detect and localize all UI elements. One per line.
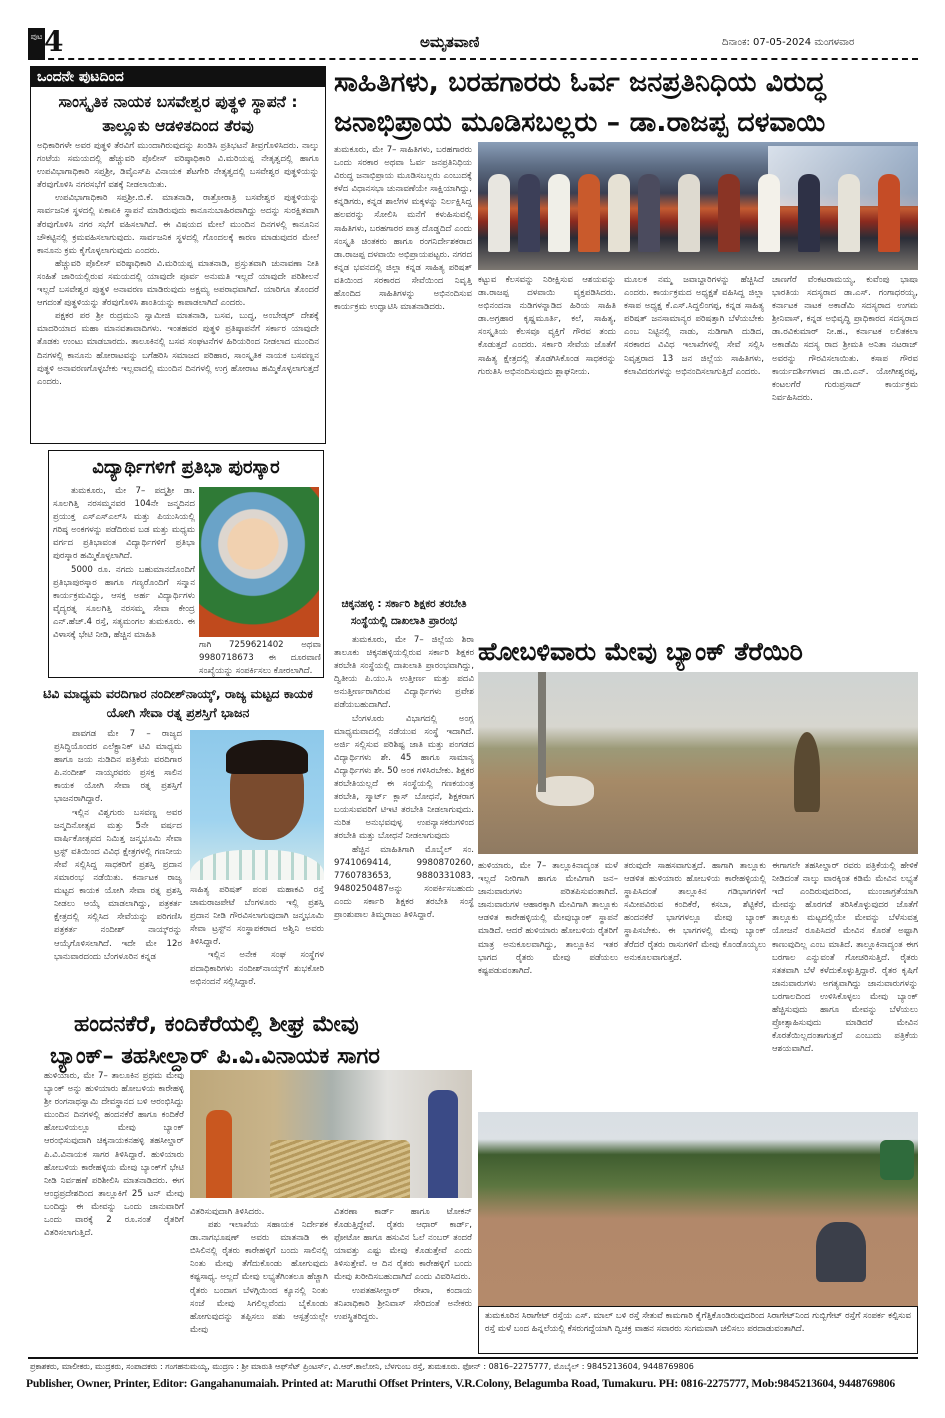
person-shape	[548, 174, 570, 252]
hobli-column-1: ಹುಳಿಯಾರು, ಮೇ 7– ತಾಲ್ಲೂಕಿನಾದ್ಯಂತ ಮಳೆ ಇಲ್ಲದೆ ನೀರಿಗಾಗಿ ಹಾಗೂ ಮೇವಿಗಾಗಿ ಜನ–ಜಾನುವಾರುಗಳು ಪರಿತಪಿಸುವಂತಾಗಿದೆ. ಜಾನುವಾರುಗಳ ಆಹಾರಕ್ಕಾಗಿ ಮೇವಿಗಾಗಿ ತಾಲ್ಲೂಕು ಆಡಳಿತ ಕಾರೇಹಳ್ಳಿಯಲ್ಲಿ ಮೇವುಬ್ಯಾಂಕ್ ಸ್ಥಾಪನೆ ಮಾಡಿದೆ. ಆದರೆ ಹುಳಿಯಾರು ಹೋಬಳಿಯ ರೈತರಿಗೆ ಮಾತ್ರ ಅನುಕೂಲವಾಗಿದ್ದು, ತಾಲ್ಲೂಕಿನ ಇತರ ಭಾಗದ ರೈತರು ಮೇವು ಪಡೆಯಲು ಕಷ್ಟಪಡುವಂತಾಗಿದೆ.	[478, 861, 618, 976]
handanakere-headline-line-1: ಹಂದನಕೆರೆ, ಕಂದಿಕೆರೆಯಲ್ಲಿ ಶೀಘ್ರ ಮೇವು	[74, 1012, 359, 1037]
article-paragraph: ವಿತರಿಸುವುದಾಗಿ ತಿಳಿಸಿದರು.	[190, 1207, 265, 1217]
hobli-column-3: ಈಗಾಗಲೇ ತಹಸೀಲ್ದಾರ್ ರವರು ಪತ್ರಿಕೆಯಲ್ಲಿ ಹೇಳಿಕೆ ನೀಡಿದಂತೆ ನಾಲ್ಕು ವಾರಕ್ಕಿಂತ ಕಡಿಮೆ ಮೇವಿನ ಲಭ್ಯತೆ ಇದೆ ಎಂದಿರುವುದರಿಂದ, ಮುಂಜಾಗ್ರತೆಯಾಗಿ ಮೇವನ್ನು ಹೊರಗಡೆ ತರಿಸಿಕೊಳ್ಳುವುದರ ಜೊತೆಗೆ ತಾಲ್ಲೂಕು ಮಟ್ಟದಲ್ಲಿಯೇ ಮೇವನ್ನು ಬೆಳೆಸುವತ್ತ ಯೋಜನೆ ರೂಪಿಸಿದರೆ ಮೇವಿನ ಕೊರತೆ ಅಷ್ಟಾಗಿ ಕಾಣುವುದಿಲ್ಲ ಎಂಬ ಮಾತಿದೆ. ತಾಲ್ಲೂಕಿನಾದ್ಯಂತ ಈಗ ಬರಗಾಲ ಎನ್ನುವಂತೆ ಗೋಚರಿಸುತ್ತಿದೆ. ರೈತರು ಸತತವಾಗಿ ಬೆಳೆ ಕಳೆದುಕೊಳ್ಳುತ್ತಿದ್ದಾರೆ. ರೈತರ ಕೃಷಿಗೆ ಜಾನುವಾರುಗಳು ಅಗತ್ಯವಾಗಿದ್ದು ಜಾನುವಾರುಗಳನ್ನು ಬರಗಾಲದಿಂದ ಉಳಿಸಿಕೊಳ್ಳಲು ಮೇವು ಬ್ಯಾಂಕ್ ಹೆಚ್ಚಿಸುವುದು ಹಾಗೂ ಮೇವನ್ನು ಬೆಳೆಯಲು ಪ್ರೋತ್ಸಾಹಿಸುವುದು ಮಾಡಿದರೆ ಮೇವಿನ ಕೊರತೆಯಿಲ್ಲದಂತಾಗುತ್ತದೆ ಎಂಬುದು ಪತ್ರಿಕೆಯ ಆಶಯವಾಗಿದೆ.	[772, 861, 918, 1055]
person-shape	[578, 174, 600, 252]
article-paragraph: ಬೆಂಗಳೂರು ವಿಭಾಗದಲ್ಲಿ ಅಂಗ್ಲ ಮಾಧ್ಯಮವಾದಲ್ಲಿ ನಡೆಯುವ ಸಂಸ್ಥೆ ಇದಾಗಿದೆ. ಅರ್ಜಿ ಸಲ್ಲಿಸುವ ಪರಿಶಿಷ್ಟ ಜಾತಿ ಮತ್ತು ಪಂಗಡದ ವಿದ್ಯಾರ್ಥಿಗಳು ಶೇ. 45 ಹಾಗೂ ಸಾಮಾನ್ಯ ವಿದ್ಯಾರ್ಥಿಗಳು ಶೇ. 50 ಅಂಕ ಗಳಿಸಿರಬೇಕು. ಶಿಕ್ಷಕರ ತರಬೇತಿಯಲ್ಲದೆ ಈ ಸಂಸ್ಥೆಯಲ್ಲಿ ಗಣಕಯಂತ್ರ ತರಬೇತಿ, ಸ್ಮಾರ್ಟ್ ಕ್ಲಾಸ್ ಬೋಧನೆ, ಶಿಕ್ಷಕರಾಗ ಬಯಸುವವರಿಗೆ ಟಿಇಟಿ ತರಬೇತಿ ನೀಡಲಾಗುವುದು. ನುರಿತ ಅನುಭವವುಳ್ಳ ಉಪನ್ಯಾಸಕರುಗಳಿಂದ ತರಬೇತಿ ಮತ್ತು ಬೋಧನೆ ನೀಡಲಾಗುವುದು	[334, 713, 474, 842]
article-paragraph: ಹೆಚ್ಚಿನ ಮಾಹಿತಿಗಾಗಿ ಮೊಬೈಲ್ ಸಂ. 9741069414, 9980870260, 7760783653, 9880331083, 9480250487ಅನ್ನು ಸಂಪರ್ಕಿಸಬಹುದು ಎಂದು ಸರ್ಕಾರಿ ಶಿಕ್ಷಕರ ತರಬೇತಿ ಸಂಸ್ಥೆ ಪ್ರಾಂಶುಪಾಲ ತಿಮ್ಮರಾಜು ತಿಳಿಸಿದ್ದಾರೆ.	[334, 844, 474, 920]
person-shape	[518, 174, 540, 252]
newspaper-name: ಅಮೃತವಾಣಿ	[420, 33, 480, 51]
imprint-english: Publisher, Owner, Printer, Editor: Gangahanumaiah. Printed at: Maruthi Offset Printers, V.R.Colony, Belagumba Road, Tumakuru. PH: 0816-2275777, Mob:9845213604, 9448769806	[26, 1377, 895, 1390]
award-contact-text: ಗಾಗಿ 7259621402 ಅಥವಾ 9980718673 ಈ ದೂರವಾಣಿ ಸಂಖ್ಯೆಯನ್ನು ಸಂಪರ್ಕಿಸಲು ಕೋರಲಾಗಿದೆ.	[199, 640, 321, 677]
hay-bale-shape	[270, 1140, 410, 1198]
drought-field-cattle-photo	[478, 672, 918, 854]
page-label-small: ಪುಟ	[30, 32, 43, 41]
motorcycle-rider-shape	[816, 1222, 866, 1282]
person-shape	[608, 174, 630, 252]
imprint-kannada: ಪ್ರಕಾಶಕರು, ಮಾಲೀಕರು, ಮುದ್ರಕರು, ಸಂಪಾದಕರು : ಗಂಗಹನುಮಯ್ಯ, ಮುದ್ರಣ : ಶ್ರೀ ಮಾರುತಿ ಆಫ್‌ಸೆಟ್ ಪ್ರಿಂಟರ್ಸ್, ವಿ.ಆರ್.ಕಾಲೋನಿ, ಬೆಳಗುಂಬ ರಸ್ತೆ, ತುಮಕೂರು. ಫೋನ್ : 0816–2275777, ಮೊಬೈಲ್ : 9845213604, 9448769806	[30, 1362, 694, 1371]
page-label-badge	[28, 28, 45, 60]
hobli-headline: ಹೋಬಳಿವಾರು ಮೇವು ಬ್ಯಾಂಕ್ ತೆರೆಯಿರಿ	[478, 637, 803, 666]
hobli-column-2: ತರುವುದೇ ಸಾಹಸವಾಗುತ್ತದೆ. ಹಾಗಾಗಿ ತಾಲ್ಲೂಕು ಆಡಳಿತ ಹುಳಿಯಾರು ಹೋಬಳಿಯ ಕಾರೇಹಳ್ಳಿಯಲ್ಲಿ ಸ್ಥಾಪಿಸಿದಂತೆ ತಾಲ್ಲೂಕಿನ ಗಡಿಭಾಗಗಳಿಗೆ ಸಮೀಪವಿರುವ ಕಂದಿಕೆರೆ, ಕಸಬಾ, ಶೆಟ್ಟಿಕೆರೆ, ಹಂದನಕೆರೆ ಭಾಗಗಳಲ್ಲೂ ಮೇವು ಬ್ಯಾಂಕ್ ಸ್ಥಾಪಿಸಬೇಕು. ಈ ಭಾಗಗಳಲ್ಲಿ ಮೇವು ಬ್ಯಾಂಕ್ ತೆರೆದರೆ ರೈತರು ರಾಸುಗಳಿಗೆ ಮೇವು ಕೊಂಡೊಯ್ಯಲು ಅನುಕೂಲವಾಗುತ್ತದೆ.	[624, 861, 766, 963]
article-paragraph: ಪಾವಗಡ ಮೇ 7 – ರಾಜ್ಯದ ಪ್ರಸಿದ್ಧಿಯೊಂದರ ಎಲೆಕ್ಟ್ರಾನಿಕ್ ಟಿವಿ ಮಾಧ್ಯಮ ಹಾಗೂ ಜಯ ನುಡಿದಿನ ಪತ್ರಿಕೆಯ ವರದಿಗಾರ ಪಿ.ನಂದೀಶ್ ನಾಯ್ಕರವರು ಪ್ರಸಕ್ತ ಸಾಲಿನ ಕಾಯಕ ಯೋಗಿ ಸೇವಾ ರತ್ನ ಪ್ರಶಸ್ತಿಗೆ ಭಾಜನರಾಗಿದ್ದಾರೆ.	[54, 729, 182, 805]
person-shape	[718, 174, 740, 252]
person-shape	[878, 174, 900, 252]
autorickshaw-shape	[880, 1140, 914, 1180]
training-institute-article	[334, 596, 474, 1026]
handanakere-column-1: ಹುಳಿಯಾರು, ಮೇ 7– ತಾಲೂಕಿನ ಪ್ರಥಮ ಮೇವು ಬ್ಯಾಂಕ್ ಅನ್ನು ಹುಳಿಯಾರು ಹೋಬಳಿಯ ಕಾರೇಹಳ್ಳಿ ಶ್ರೀ ರಂಗನಾಥಸ್ವಾಮಿ ದೇವಸ್ಥಾನದ ಬಳಿ ಆರಂಭಿಸಿದ್ದು ಮುಂದಿನ ದಿನಗಳಲ್ಲಿ ಹಂದನಕೆರೆ ಹಾಗೂ ಕಂದಿಕೆರೆ ಹೋಬಳಿಯಲ್ಲೂ ಮೇವು ಬ್ಯಾಂಕ್ ಆರಂಭಿಸುವುದಾಗಿ ಚಿಕ್ಕನಾಯಕನಹಳ್ಳಿ ತಹಸೀಲ್ದಾರ್ ಪಿ.ವಿ.ವಿನಾಯಕ ಸಾಗರ ತಿಳಿಸಿದ್ದಾರೆ. ಹುಳಿಯಾರು ಹೋಬಳಿಯ ಕಾರೇಹಳ್ಳಿಯ ಮೇವು ಬ್ಯಾಂಕ್‌ಗೆ ಭೇಟಿ ನೀಡಿ ನಿರ್ವಹಣೆ ಪರಿಶೀಲಿಸಿ ಮಾತನಾಡಿದರು. ಈಗ ಆಂಧ್ರಪ್ರದೇಶದಿಂದ ತಾಲ್ಲೂಕಿಗೆ 25 ಟನ್ ಮೇವು ಬಂದಿದ್ದು ಈ ಮೇವನ್ನು ಒಂದು ಜಾನುವಾರಿಗೆ ಒಂದು ವಾರಕ್ಕೆ 2 ರೂ.ನಂತೆ ರೈತರಿಗೆ ವಿತರಿಸಲಾಗುತ್ತಿದೆ.	[44, 1071, 184, 1239]
felicitation-event-photo	[478, 142, 918, 270]
tv-reporter-article	[30, 684, 326, 1000]
person-shape	[206, 1110, 232, 1198]
muddy-road-photo	[478, 1112, 918, 1306]
shirt-shape	[190, 850, 324, 880]
reporter-portrait-photo	[190, 730, 324, 880]
article-paragraph: ಪಕ್ಷಕರ ಪರ ಶ್ರೀ ರುದ್ರಮುನಿ ಸ್ವಾಮೀಜಿ ಮಾತನಾಡಿ, ಬಸವ, ಬುದ್ಧ, ಅಂಬೇಡ್ಕರ್ ದೇಶಕ್ಕೆ ಮಾದರಿಯಾದ ಮಹಾ ಮಾನವತಾವಾದಿಗಳು. ಇಂತಹವರ ಪುತ್ಥಳಿ ಪ್ರತಿಷ್ಠಾಪನೆಗೆ ಸರ್ಕಾರ ಯಾವುದೇ ತೊಡಕು ಉಂಟು ಮಾಡಬಾರದು. ತಾಲೂಕಿನಲ್ಲಿ ಬಸವ ಸಂಘಟನೆಗಳ ಹಿರಿಯರಿಂದ ನೀಡಲಾದ ಮುಂದಿನ ದಿನಗಳಲ್ಲಿ ಕಾನೂನು ಹೋರಾಟವನ್ನು ಬಗೆಹರಿಸಿ ಸಮಾಜದ ಪರಿಹಾರ, ಸಾಂಸ್ಕೃತಿಕ ನಾಯಕ ಬಸವಣ್ಣನ ಪುತ್ಥಳಿ ಅನಾವರಣಗೊಳ್ಳಬೇಕು ಇಲ್ಲವಾದಲ್ಲಿ ಮುಂದಿನ ದಿನಗಳಲ್ಲಿ ಉಗ್ರ ಹೋರಾಟ ಹಮ್ಮಿಕೊಳ್ಳಲಾಗುತ್ತದೆ ಎಂದರು.	[37, 311, 319, 387]
road-photo-caption: ತುಮಕೂರಿನ ಸಿರಾಗೇಟ್ ರಸ್ತೆಯ ಎಸ್. ಮಾಲ್ ಬಳಿ ರಸ್ತೆ ಸೇತುವೆ ಕಾಮಗಾರಿ ಕೈಗೆತ್ತಿಕೊಂಡಿರುವುದರಿಂದ ಸಿರಾಗೇಟ್‌ನಿಂದ ಗುಬ್ಬಿಗೇಟ್ ರಸ್ತೆಗೆ ಸಂಪರ್ಕ ಕಲ್ಪಿಸುವ ರಸ್ತೆ ಮಳೆ ಬಂದ ಹಿನ್ನಲೆಯಲ್ಲಿ ಕೆಸರುಗದ್ದೆಯಾಗಿ ದ್ವಿಚಕ್ರ ವಾಹನ ಸವಾರರು ಸುಗಮವಾಗಿ ಚಲಿಸಲು ಪರದಾಡುವಂತಾಗಿದೆ.	[478, 1306, 918, 1354]
lead-column-4: ಚಾಣಗೆರೆ ವೆಂಕಟರಾಮಯ್ಯ, ಕುವೆಂಪು ಭಾಷಾ ಭಾರತಿಯ ಸದಸ್ಯರಾದ ಡಾ.ಎಸ್. ಗಂಗಾಧರಯ್ಯ, ಕರ್ನಾಟಕ ನಾಟಕ ಅಕಾಡೆಮಿ ಸದಸ್ಯರಾದ ಉಗಮ ಶ್ರೀನಿವಾಸ್, ಕನ್ನಡ ಅಭಿವೃದ್ಧಿ ಪ್ರಾಧಿಕಾರದ ಸದಸ್ಯರಾದ ಡಾ.ರವಿಕುಮಾರ್ ನೀ.ಹ., ಕರ್ನಾಟಕ ಲಲಿತಕಲಾ ಅಕಾಡೆಮಿ ಸದಸ್ಯ ರಾದ ಶ್ರೀಮತಿ ಅನಿತಾ ನಟರಾಜ್ ಅವರನ್ನು ಗೌರವಿಸಲಾಯಿತು. ಕಸಾಪ ಗೌರವ ಕಾರ್ಯದರ್ಶಿಗಳಾದ ಡಾ.ಬಿ.ಎನ್. ಯೋಗೀಶ್ವರಪ್ಪ, ಕಂಟಲಗೆರೆ ಗುರುಪ್ರಸಾದ್ ಕಾರ್ಯಕ್ರಮ ನಿರ್ವಹಿಸಿದರು.	[772, 275, 918, 403]
article-paragraph: ಇಲ್ಲಿನ ವಿಶ್ವಗುರು ಬಸವಣ್ಣ ಅವರ ಜನ್ಮದಿನೋತ್ಸವ ಮತ್ತು 5ನೇ ವರ್ಷದ ವಾರ್ಷಿಕೋತ್ಸವದ ನಿಮಿತ್ತ ಜನ್ಮಭೂಮಿ ಸೇವಾ ಟ್ರಸ್ಟ್ ವತಿಯಿಂದ ವಿವಿಧ ಕ್ಷೇತ್ರಗಳಲ್ಲಿ ಗಣನೀಯ ಸೇವೆ ಸಲ್ಲಿಸಿದ್ದ ಸಾಧಕರಿಗೆ ಪ್ರಶಸ್ತಿ ಪ್ರದಾನ ಸಮಾರಂಭ ನಡೆಯಿತು. ಕರ್ನಾಟಕ ರಾಜ್ಯ ಮಟ್ಟದ ಕಾಯಕ ಯೋಗಿ ಸೇವಾ ರತ್ನ ಪ್ರಶಸ್ತಿ ನೀಡಲು ಆಯ್ಕೆ ಮಾಡಲಾಗಿದ್ದು, ಪತ್ರಕರ್ತ ಕ್ಷೇತ್ರದಲ್ಲಿ ಸಲ್ಲಿಸಿದ ಸೇವೆಯನ್ನು ಪರಿಗಣಿಸಿ ಪತ್ರಕರ್ತ ನಂದೀಶ್ ನಾಯ್ಕ್‌ರನ್ನು ಆಯ್ಕೆಗೊಳಿಸಲಾಗಿದೆ. ಇದೇ ಮೇ 12ರ ಭಾನುವಾರದಂದು ಬೆಂಗಳೂರಿನ ಕನ್ನಡ	[54, 807, 182, 962]
person-shape	[488, 174, 510, 252]
tv-reporter-headline: ಟಿವಿ ಮಾಧ್ಯಮ ವರದಿಗಾರ ನಂದೀಶ್‌ನಾಯ್ಕ್, ರಾಜ್ಯ ಮಟ್ಟದ ಕಾಯಕ ಯೋಗಿ ಸೇವಾ ರತ್ನ ಪ್ರಶಸ್ತಿಗೆ ಭಾಜನ	[43, 686, 313, 720]
article-paragraph: 5000 ರೂ. ನಗದು ಬಹುಮಾನದೊಂದಿಗೆ ಪ್ರತಿಭಾಪುರಸ್ಕಾರ ಹಾಗೂ ಗಣ್ಯರೊಂದಿಗೆ ಸನ್ಮಾನ ಕಾರ್ಯಕ್ರಮವಿದ್ದು, ಆಸಕ್ತ ಅರ್ಹ ವಿದ್ಯಾರ್ಥಿಗಳು ವೈದ್ಯರತ್ನ ಸೂಲಗಿತ್ತಿ ನರಸಮ್ಮ ಸೇವಾ ಕೇಂದ್ರ ಎನ್.ಹೆಚ್.4 ರಸ್ತೆ, ಸತ್ಯಮಂಗಲ ತುಮಕೂರು. ಈ ವಿಳಾಸಕ್ಕೆ ಭೇಟಿ ನೀಡಿ, ಹೆಚ್ಚಿನ ಮಾಹಿತಿ	[53, 564, 195, 641]
lead-column-3: ಮೂಲಕ ನಮ್ಮ ಜವಾಬ್ದಾರಿಗಳನ್ನು ಹೆಚ್ಚಿಸಿದೆ ಎಂದರು. ಕಾರ್ಯಕ್ರಮದ ಅಧ್ಯಕ್ಷತೆ ವಹಿಸಿದ್ದ ಜಿಲ್ಲಾ ಕಸಾಪ ಅಧ್ಯಕ್ಷ ಕೆ.ಎಸ್.ಸಿದ್ದಲಿಂಗಪ್ಪ, ಕನ್ನಡ ಸಾಹಿತ್ಯ ಪರಿಷತ್ ಜನಸಾಮಾನ್ಯರ ಪರಿಷತ್ತಾಗಿ ಬೆಳೆಯಬೇಕು ಎಂಬ ನಿಟ್ಟಿನಲ್ಲಿ ನಾಡು, ನುಡಿಗಾಗಿ ದುಡಿದ, ಸರಕಾರದ ವಿವಿಧ ಇಲಾಖೆಗಳಲ್ಲಿ ಸೇವೆ ಸಲ್ಲಿಸಿ ನಿವೃತ್ತರಾದ 13 ಜನ ಜಿಲ್ಲೆಯ ಸಾಹಿತಿಗಳು, ಕಲಾವಿದರುಗಳನ್ನು ಅಭಿನಂದಿಸಲಾಗುತ್ತಿದೆ ಎಂದರು.	[624, 275, 764, 377]
article-paragraph: ತುಮಕೂರು, ಮೇ 7– ಜಿಲ್ಲೆಯ ಶಿರಾ ತಾಲೂಕು ಚಿಕ್ಕನಹಳ್ಳಿಯಲ್ಲಿರುವ ಸರ್ಕಾರಿ ಶಿಕ್ಷಕರ ತರಬೇತಿ ಸಂಸ್ಥೆಯಲ್ಲಿ ದಾಖಲಾತಿ ಪ್ರಾರಂಭವಾಗಿದ್ದು, ದ್ವಿತೀಯ ಪಿ.ಯು.ಸಿ ಉತ್ತೀರ್ಣ ಮತ್ತು ಪದವಿ ಅನುತ್ತೀರ್ಣರಾಗಿರುವ ವಿದ್ಯಾರ್ಥಿಗಳು ಪ್ರವೇಶ ಪಡೆಯಬಹುದಾಗಿದೆ.	[334, 635, 474, 711]
article-paragraph: ವಿತರಣಾ ಕಾರ್ಡ್ ಹಾಗೂ ಟೋಕನ್ ಕೊಡುತ್ತಿದ್ದೇವೆ. ರೈತರು ಆಧಾರ್ ಕಾರ್ಡ್, ಫೋಟೋ ಹಾಗೂ ಹಸುವಿನ ಓಲೆ ನಂಬರ್ ತಂದರೆ ಯಾವತ್ತು ಎಷ್ಟು ಮೇವು ಕೊಡುತ್ತೇವೆ ಎಂದು ತಿಳಿಸುತ್ತೇವೆ. ಆ ದಿನ ರೈತರು ಕಾರೇಹಳ್ಳಿಗೆ ಬಂದು ಮೇವು ಖರೀದಿಸಬಹುದಾಗಿದೆ ಎಂದು ವಿವರಿಸಿದರು.	[334, 1207, 472, 1283]
masthead-divider	[28, 58, 918, 60]
issue-date: ದಿನಾಂಕ: 07-05-2024 ಮಂಗಳವಾರ	[722, 37, 855, 48]
fodder-bank-visit-photo	[190, 1070, 472, 1198]
article-paragraph: ಸಾಹಿತ್ಯ ಪರಿಷತ್ ಪಂಪ ಮಹಾಕವಿ ರಸ್ತೆ ಚಾಮರಾಜಪೇಟೆ ಬೆಂಗಳೂರು ಇಲ್ಲಿ ಪ್ರಶಸ್ತಿ ಪ್ರದಾನ ನೀಡಿ ಗೌರವಿಸಲಾಗುವುದಾಗಿ ಜನ್ಮಭೂಮಿ ಸೇವಾ ಟ್ರಸ್ಟ್‌ನ ಸಂಸ್ಥಾಪಕರಾದ ಅಶ್ವಿನಿ ಅವರು ತಿಳಿಸಿದ್ದಾರೆ.	[190, 885, 324, 948]
article-paragraph: ಅಧಿಕಾರಿಗಳೇ ಅವರ ಪುತ್ಥಳಿ ತೆರವಿಗೆ ಮುಂದಾಗಿರುವುದನ್ನು ಖಂಡಿಸಿ ಪ್ರತಿಭಟನೆ ತೀವ್ರಗೊಳಿಸಿದರು. ನಾಲ್ಕು ಗಂಟೆಯ ಸಮಯದಲ್ಲಿ ಹೆಚ್ಚುವರಿ ಪೊಲೀಸ್ ವರಿಷ್ಠಾಧಿಕಾರಿ ವಿ.ಮರಿಯಪ್ಪ ನೇತೃತ್ವದಲ್ಲಿ ಹಾಗೂ ಉಪವಿಭಾಗಾಧಿಕಾರಿ ಸಪ್ತಶ್ರೀ, ಡಿವೈಎಸ್‌ಪಿ ವಿನಾಯಕ ಶೆಟಗೇರಿ ನೇತೃತ್ವದಲ್ಲಿ ಬಸವೇಶ್ವರ ಪುತ್ಥಳಿಯನ್ನು ತೆರವುಗೊಳಿಸಿ ನಗರಸಭೆಗೆ ವಶಕ್ಕೆ ನೀಡಲಾಯಿತು.	[37, 141, 319, 191]
article-paragraph: ಹೆಚ್ಚುವರಿ ಪೊಲೀಸ್ ವರಿಷ್ಠಾಧಿಕಾರಿ ವಿ.ಮರಿಯಪ್ಪ ಮಾತನಾಡಿ, ಪ್ರಸ್ತುತವಾಗಿ ಚುನಾವಣಾ ನೀತಿ ಸಂಹಿತೆ ಜಾರಿಯಲ್ಲಿರುವ ಸಮಯದಲ್ಲಿ ಯಾವುದೇ ಪೂರ್ವ ಅನುಮತಿ ಇಲ್ಲದೆ ಯಾವುದೇ ಪರಿಶೀಲನೆ ಇಲ್ಲದೆ ಬಸವೇಶ್ವರ ಪುತ್ಥಳಿ ಅನಾವರಣ ಮಾಡಿರುವುದು ಅಕ್ಷಮ್ಯ ಅಪರಾಧವಾಗಿದೆ. ಯಾರಿಗೂ ತೊಂದರೆ ಆಗದಂತೆ ಪುತ್ಥಳಿಯನ್ನು ತೆರವುಗೊಳಿಸಿ ಶಾಂತಿಯನ್ನು ಕಾಪಾಡಲಾಗಿದೆ ಎಂದರು.	[37, 258, 319, 309]
person-shape	[798, 174, 820, 252]
pole-shape	[538, 672, 546, 792]
award-article	[48, 450, 324, 678]
article-paragraph: ತುಮಕೂರು, ಮೇ 7– ಪದ್ಮಶ್ರೀ ಡಾ. ಸೂಲಗಿತ್ತಿ ನರಸಮ್ಮನವರ 104ನೇ ಜನ್ಮದಿನದ ಪ್ರಯುಕ್ತ ಎಸ್‌ಎಸ್‌ಎಲ್‌ಸಿ ಮತ್ತು ಪಿಯುಸಿಯಲ್ಲಿ ಗರಿಷ್ಠ ಅಂಕಗಳನ್ನು ಪಡೆದಿರುವ ಬಡ ಮತ್ತು ಮಧ್ಯಮ ವರ್ಗದ ಪ್ರತಿಭಾವಂತ ವಿದ್ಯಾರ್ಥಿಗಳಿಗೆ ಪ್ರತಿಭಾ ಪುರಸ್ಕಾರ ಹಮ್ಮಿಕೊಳ್ಳಲಾಗಿದೆ.	[53, 486, 195, 562]
article-paragraph: ಉಪತಹಸೀಲ್ದಾರ್ ರೇಖಾ, ಕಂದಾಯ ತನಿಖಾಧಿಕಾರಿ ಶ್ರೀನಿವಾಸ್ ಸೇರಿದಂತೆ ಅನೇಕರು ಉಪಸ್ಥಿತರಿದ್ದರು.	[334, 1285, 472, 1322]
page-number: 4	[44, 25, 64, 58]
article-paragraph: ಪಶು ಇಲಾಖೆಯ ಸಹಾಯಕ ನಿರ್ದೇಶಕ ಡಾ.ನಾಗಭೂಷಣ್ ಅವರು ಮಾತನಾಡಿ ಈ ಬಿಸಿಲಿನಲ್ಲಿ ರೈತರು ಕಾರೇಹಳ್ಳಿಗೆ ಬಂದು ಸಾಲಿನಲ್ಲಿ ನಿಂತು ಮೇವು ತೆಗೆದುಕೊಂಡು ಹೋಗುವುದು ಕಷ್ಟಸಾಧ್ಯ. ಅಲ್ಲದೆ ಮೇವು ಲಭ್ಯತೆಗಿಂತಲೂ ಹೆಚ್ಚಾಗಿ ರೈತರು ಬಂದಾಗ ಬೆಳಗ್ಗಿಯಿಂದ ಕ್ಯೂನಲ್ಲಿ ನಿಂತು ಸಂಜೆ ಮೇವು ಸಿಗಲಿಲ್ಲವೆಂದು ಬೈಕೊಂಡು ಹೋಗುವುದನ್ನು ತಪ್ಪಿಸಲು ಪಶು ಆಸ್ಪತ್ರೆಯಲ್ಲೇ ಮೇವು	[190, 1220, 328, 1335]
person-shape	[638, 174, 660, 252]
person-shape	[428, 1090, 458, 1198]
continued-article	[30, 66, 326, 444]
article-paragraph: ಇಲ್ಲಿನ ಅನೇಕ ಸಂಘ ಸಂಸ್ಥೆಗಳ ಪದಾಧಿಕಾರಿಗಳು ನಂದೀಶ್‌ನಾಯ್ಕ್‌ಗೆ ಶುಭಕೋರಿ ಅಭಿನಂದನೆ ಸಲ್ಲಿಸಿದ್ದಾರೆ.	[190, 950, 324, 987]
hair-shape	[226, 740, 308, 774]
lead-headline-line-1: ಸಾಹಿತಿಗಳು, ಬರಹಗಾರರು ಓರ್ವ ಜನಪ್ರತಿನಿಧಿಯ ವಿರುದ್ಧ	[334, 67, 826, 98]
dry-plant-shape	[794, 732, 820, 812]
handanakere-headline-line-2: ಬ್ಯಾಂಕ್– ತಹಸೀಲ್ದಾರ್ ಪಿ.ವಿ.ವಿನಾಯಕ ಸಾಗರ	[50, 1044, 380, 1069]
article-paragraph: ಉಪವಿಭಾಗಾಧಿಕಾರಿ ಸಪ್ತಶ್ರೀ.ಬಿ.ಕೆ. ಮಾತನಾಡಿ, ರಾತ್ರೋರಾತ್ರಿ ಬಸವೇಶ್ವರ ಪುತ್ಥಳಿಯನ್ನು ಸಾರ್ವಜನಿಕ ಸ್ಥಳದಲ್ಲಿ ಏಕಾಏಕಿ ಸ್ಥಾಪನೆ ಮಾಡಿರುವುದು ಕಾನೂನುಬಾಹಿರವಾಗಿದ್ದು ಅದನ್ನು ಸುರಕ್ಷಿತವಾಗಿ ತೆರವುಗೊಳಿಸಿ ನಗರ ಸಭೆಗೆ ವಹಿಸಲಾಗಿದೆ. ಈ ವಿಷಯದ ಮೇಲೆ ಮುಂದಿನ ದಿನಗಳಲ್ಲಿ ಕಾನೂನಿನ ಚೌಕಟ್ಟಿನಲ್ಲಿ ಕ್ರಮವಹಿಸಲಾಗುವುದು. ಸಾರ್ವಜನಿಕ ಸ್ಥಳದಲ್ಲಿ ಗೊಂದಲಕ್ಕೆ ಕಾರಣ ಮಾಡುವುದರ ಮೇಲೆ ಕಾನೂನು ಕ್ರಮ ಕೈಗೊಳ್ಳಲಾಗುವುದು ಎಂದರು.	[37, 193, 319, 256]
portrait-illustration-photo	[199, 487, 319, 637]
footer-divider	[28, 1357, 918, 1359]
continued-section-label: ಒಂದನೇ ಪುಟದಿಂದ	[31, 67, 325, 87]
award-headline: ವಿದ್ಯಾರ್ಥಿಗಳಿಗೆ ಪ್ರತಿಭಾ ಪುರಸ್ಕಾರ	[92, 457, 280, 478]
lead-column-1: ತುಮಕೂರು, ಮೇ 7– ಸಾಹಿತಿಗಳು, ಬರಹಗಾರರು ಒಂದು ಸರಕಾರ ಅಥವಾ ಓರ್ವ ಜನಪ್ರತಿನಿಧಿಯ ವಿರುದ್ಧ ಜನಾಭಿಪ್ರಾಯ ಮೂಡಿಸಬಲ್ಲರು ಎಂಬುದಕ್ಕೆ ಕಳೆದ ವಿಧಾನಸಭಾ ಚುನಾವಣೆಯೇ ಸಾಕ್ಷಿಯಾಗಿದ್ದು, ಕನ್ನಡಿಗರು, ಕನ್ನಡ ಶಾಲೆಗಳ ಮಕ್ಕಳನ್ನು ನಿರ್ಲಕ್ಷಿಸಿದ್ದ ಹಲವರನ್ನು ಸೋಲಿಸಿ ಮನೆಗೆ ಕಳುಹಿಸುವಲ್ಲಿ ಸಾಹಿತಿಗಳು, ಬರಹಗಾರರ ಪಾತ್ರ ದೊಡ್ಡದಿದೆ ಎಂದು ಸಂಸ್ಕೃತಿ ಚಿಂತಕರು ಹಾಗೂ ರಂಗನಿರ್ದೇಶಕರಾದ ಡಾ.ರಾಜಪ್ಪ ದಳವಾಯಿ ಅಭಿಪ್ರಾಯಪಟ್ಟರು. ನಗರದ ಕನ್ನಡ ಭವನದಲ್ಲಿ ಜಿಲ್ಲಾ ಕನ್ನಡ ಸಾಹಿತ್ಯ ಪರಿಷತ್ ವತಿಯಿಂದ ಸರಕಾರದ ಸೇವೆಯಿಂದ ನಿವೃತ್ತಿ ಹೊಂದಿದ ಸಾಹಿತಿಗಳನ್ನು ಅಭಿನಂದಿಸುವ ಕಾರ್ಯಕ್ರಮ ಉದ್ಘಾಟಿಸಿ ಮಾತನಾಡಿದರು.	[334, 145, 472, 313]
person-shape	[838, 174, 860, 252]
person-shape	[758, 174, 780, 252]
lead-column-2: ಕಟ್ಟುವ ಕೆಲಸವನ್ನು ನಿರೀಕ್ಷಿಸುವ ಆಶಯವನ್ನು ಡಾ.ರಾಜಪ್ಪ ದಳವಾಯಿ ವ್ಯಕ್ತಪಡಿಸಿದರು. ಅಭಿನಂದನಾ ನುಡಿಗಳನ್ನಾಡಿದ ಹಿರಿಯ ಸಾಹಿತಿ ಡಾ.ಅಗ್ರಹಾರ ಕೃಷ್ಣಮೂರ್ತಿ, ಕಲೆ, ಸಾಹಿತ್ಯ, ಸಂಸ್ಕೃತಿಯ ಕೆಲಸವೂ ವ್ಯಕ್ತಿಗೆ ಗೌರವ ತಂದು ಕೊಡುತ್ತದೆ ಎಂದರು. ಸರ್ಕಾರಿ ಸೇವೆಯ ಜೊತೆಗೆ ಸಾಹಿತ್ಯ ಕ್ಷೇತ್ರದಲ್ಲಿ ತೊಡಗಿಸಿಕೊಂಡ ಸಾಧಕರನ್ನು ಗುರುತಿಸಿ ಅಭಿನಂದಿಸುವುದು ಶ್ಲಾಘನೀಯ.	[478, 275, 616, 377]
lead-headline-line-2: ಜನಾಭಿಪ್ರಾಯ ಮೂಡಿಸಬಲ್ಲರು – ಡಾ.ರಾಜಪ್ಪ ದಳವಾಯಿ	[334, 107, 826, 138]
training-institute-headline: ಚಿಕ್ಕನಹಳ್ಳಿ : ಸರ್ಕಾರಿ ಶಿಕ್ಷಕರ ತರಬೇತಿ ಸಂಸ್ಥೆಯಲ್ಲಿ ದಾಖಲಾತಿ ಪ್ರಾರಂಭ	[341, 598, 467, 627]
person-shape	[678, 174, 700, 252]
continued-headline: ಸಾಂಸ್ಕೃತಿಕ ನಾಯಕ ಬಸವೇಶ್ವರ ಪುತ್ಥಳಿ ಸ್ಥಾಪನೆ : ತಾಲ್ಲೂಕು ಆಡಳಿತದಿಂದ ತೆರವು	[58, 93, 298, 135]
